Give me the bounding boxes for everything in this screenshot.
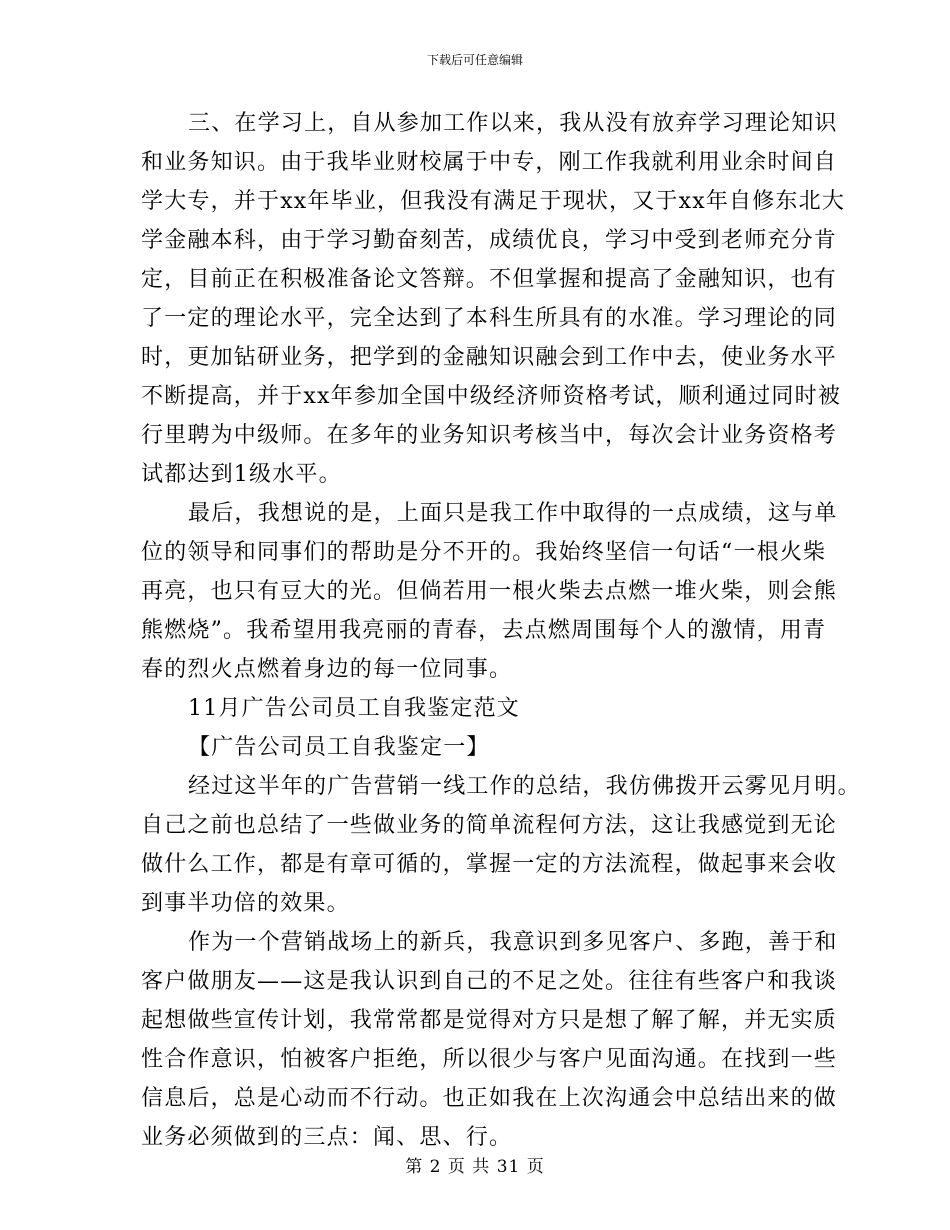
text-line: 学大专，并于xx年毕业，但我没有满足于现状，又于xx年自修东北大 xyxy=(141,189,846,214)
text-line: 熊燃烧”。我希望用我亮丽的青春，去点燃周围每个人的激情，用青 xyxy=(141,618,827,643)
text-line: 自己之前也总结了一些做业务的简单流程何方法，这让我感觉到无论 xyxy=(141,813,838,838)
text-line: 了一定的理论水平，完全达到了本科生所具有的水准。学习理论的同 xyxy=(141,306,838,331)
text-line: 试都达到1级水平。 xyxy=(141,462,342,487)
text-line: 经过这半年的广告营销一线工作的总结，我仿佛拨开云雾见月明。 xyxy=(188,774,861,799)
text-line: 位的领导和同事们的帮助是分不开的。我始终坚信一句话“一根火柴 xyxy=(141,540,827,565)
text-line: 和业务知识。由于我毕业财校属于中专，刚工作我就利用业余时间自 xyxy=(141,150,838,175)
text-line: 到事半功倍的效果。 xyxy=(141,891,350,916)
text-line: 客户做朋友——这是我认识到自己的不足之处。往往有些客户和我谈 xyxy=(141,969,838,994)
section-title: 11月广告公司员工自我鉴定范文 xyxy=(188,696,520,721)
text-line: 信息后，总是心动而不行动。也正如我在上次沟通会中总结出来的做 xyxy=(141,1086,838,1111)
text-line: 学金融本科，由于学习勤奋刻苦，成绩优良，学习中受到老师充分肯 xyxy=(141,228,838,253)
text-line: 三、在学习上，自从参加工作以来，我从没有放弃学习理论知识 xyxy=(188,111,838,136)
text-line: 起想做些宣传计划，我常常都是觉得对方只是想了解了解，并无实质 xyxy=(141,1008,838,1033)
text-line: 性合作意识，怕被客户拒绝，所以很少与客户见面沟通。在找到一些 xyxy=(141,1047,838,1072)
text-line: 做什么工作，都是有章可循的，掌握一定的方法流程，做起事来会收 xyxy=(141,852,838,877)
text-line: 时，更加钻研业务，把学到的金融知识融会到工作中去，使业务水平 xyxy=(141,345,838,370)
text-line: 行里聘为中级师。在多年的业务知识考核当中，每次会计业务资格考 xyxy=(141,423,838,448)
text-line: 作为一个营销战场上的新兵，我意识到多见客户、多跑，善于和 xyxy=(188,930,838,955)
text-line: 业务必须做到的三点：闻、思、行。 xyxy=(141,1125,513,1150)
text-line: 定，目前正在积极准备论文答辩。不但掌握和提高了金融知识，也有 xyxy=(141,267,838,292)
text-line: 不断提高，并于xx年参加全国中级经济师资格考试，顺利通过同时被 xyxy=(141,384,842,409)
text-line: 最后，我想说的是，上面只是我工作中取得的一点成绩，这与单 xyxy=(188,501,838,526)
page-footer: 第 2 页 共 31 页 xyxy=(405,1157,545,1177)
text-line: 再亮，也只有豆大的光。但倘若用一根火柴去点燃一堆火柴，则会熊 xyxy=(141,579,838,604)
subsection-title: 【广告公司员工自我鉴定一】 xyxy=(188,735,490,760)
text-line: 春的烈火点燃着身边的每一位同事。 xyxy=(141,657,513,682)
page-header: 下载后可任意编辑 xyxy=(426,53,523,67)
